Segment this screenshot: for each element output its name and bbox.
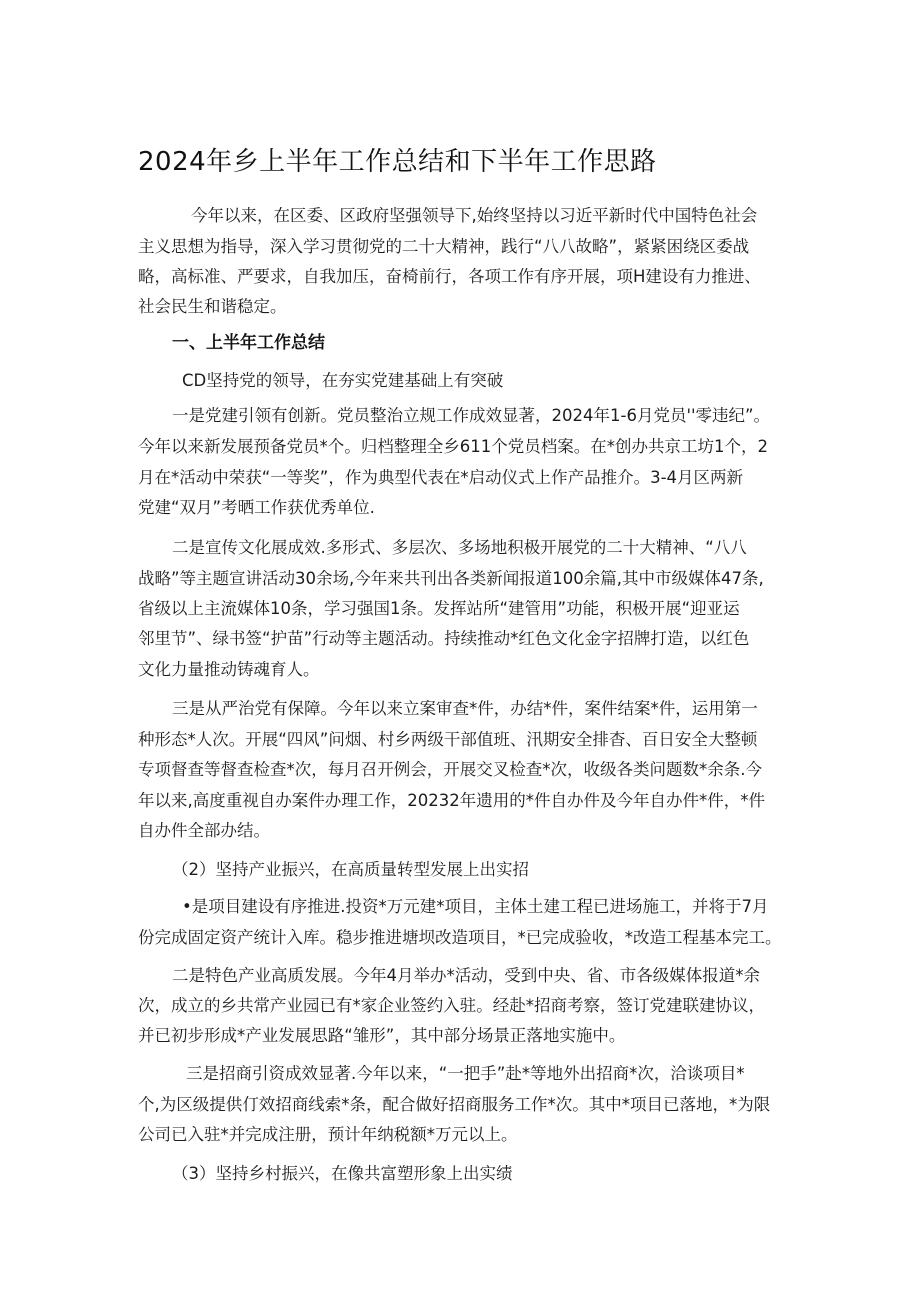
text-line: 社会民生和谐稳定。 — [138, 297, 287, 316]
text-line: 邻里节”、绿书签“护苗”行动等主题活动。持续推动*红色文化金字招牌打造，以红色 — [138, 629, 750, 648]
text-line: 月在*活动中荣获“一等奖”，作为典型代表在*启动仪式上作产品推介。3-4月区两新 — [138, 468, 744, 487]
text-line: 今年以来新发展预备党员*个。归档整理全乡611个党员档案。在*创办共京工坊1个，2 — [138, 437, 768, 456]
text-line: 今年以来，在区委、区政府坚强领导下,始终坚持以习近平新时代中国特色社会 — [191, 206, 758, 225]
text-line: 略，高标准、严要求，自我加压，奋椅前行，各项工作有序开展，项H建设有力推进、 — [138, 267, 761, 286]
text-line: 二是特色产业高质发展。今年4月举办*活动，受到中央、省、市各级媒体报道*余 — [172, 966, 760, 985]
text-line: 一是党建引领有创新。党员整治立规工作成效显著，2024年1-6月党员''零违纪”。 — [172, 406, 771, 425]
text-line: 战略”等主题宣讲活动30余场,今年来共刊出各类新闻报道100余篇,其中市级媒体47条, — [138, 569, 764, 588]
text-line: 省级以上主流媒体10条，学习强国1条。发挥站所“建管用”功能，积极开展“迎亚运 — [138, 599, 740, 618]
text-line: 并已初步形成*产业发展思路“雏形”，其中部分场景正落地实施中。 — [138, 1026, 626, 1045]
text-line: 主义思想为指导，深入学习贯彻党的二十大精神，践行“八八故略”，紧紧困绕区委战 — [138, 237, 750, 256]
text-line: 个,为区级提供仃效招商线索*条，配合做好招商服务工作*次。其中*项目已落地，*为限 — [138, 1095, 771, 1114]
subsection-heading: CD坚持党的领导，在夯实党建基础上有突破 — [182, 371, 504, 390]
text-line: 三是招商引资成效显著.今年以来，“一把手”赴*等地外出招商*次，洽谈项目* — [186, 1064, 745, 1083]
document-title: 2024年乡上半年工作总结和下半年工作思路 — [138, 147, 657, 177]
section-heading: 一、上半年工作总结 — [172, 333, 325, 353]
text-line: 二是宣传文化展成效.多形式、多层次、多场地积极开展党的二十大精神、“八八 — [172, 538, 747, 557]
subsection-heading: （3）坚持乡村振兴，在像共富塑形象上出实绩 — [172, 1164, 513, 1183]
subsection-heading: （2）坚持产业振兴，在高质量转型发展上出实招 — [172, 860, 529, 879]
text-line: 党建“双月”考晒工作获优秀单位. — [138, 498, 375, 517]
text-line: 种形态*人次。开展“四风”问烟、村乡两级干部值班、汛期安全排杳、百日安全大整顿 — [138, 730, 758, 749]
text-line: 份完成固定资产统计入库。稳步推进塘坝改造项目，*已完成验收，*改造工程基本完工。 — [138, 928, 782, 947]
text-line: 公司已入驻*并完成注册，预计年纳税额*万元以上。 — [138, 1125, 518, 1144]
text-line: 次，成立的乡共常产业园已有*家企业签约入驻。经赴*招商考察，签订党建联建协议， — [138, 996, 765, 1015]
text-line: 三是从严治党有保障。今年以来立案审查*件，办结*件，案件结案*件，运用第一 — [172, 699, 758, 718]
text-line: 文化力量推动铸魂育人。 — [138, 660, 320, 679]
text-line: 自办件全部办结。 — [138, 821, 270, 840]
text-line: 年以来,高度重视自办案件办理工作，20232年遗用的*件自办件及今年自办件*件，*件 — [138, 791, 765, 810]
text-line: 专项督查等督查检查*次，每月召开例会，开展交叉检查*次，收级各类问题数*余条.今 — [138, 760, 762, 779]
text-line: •是项目建设有序推进.投资*万元建*项目，主体土建工程已进场施工，并将于7月 — [182, 897, 769, 916]
